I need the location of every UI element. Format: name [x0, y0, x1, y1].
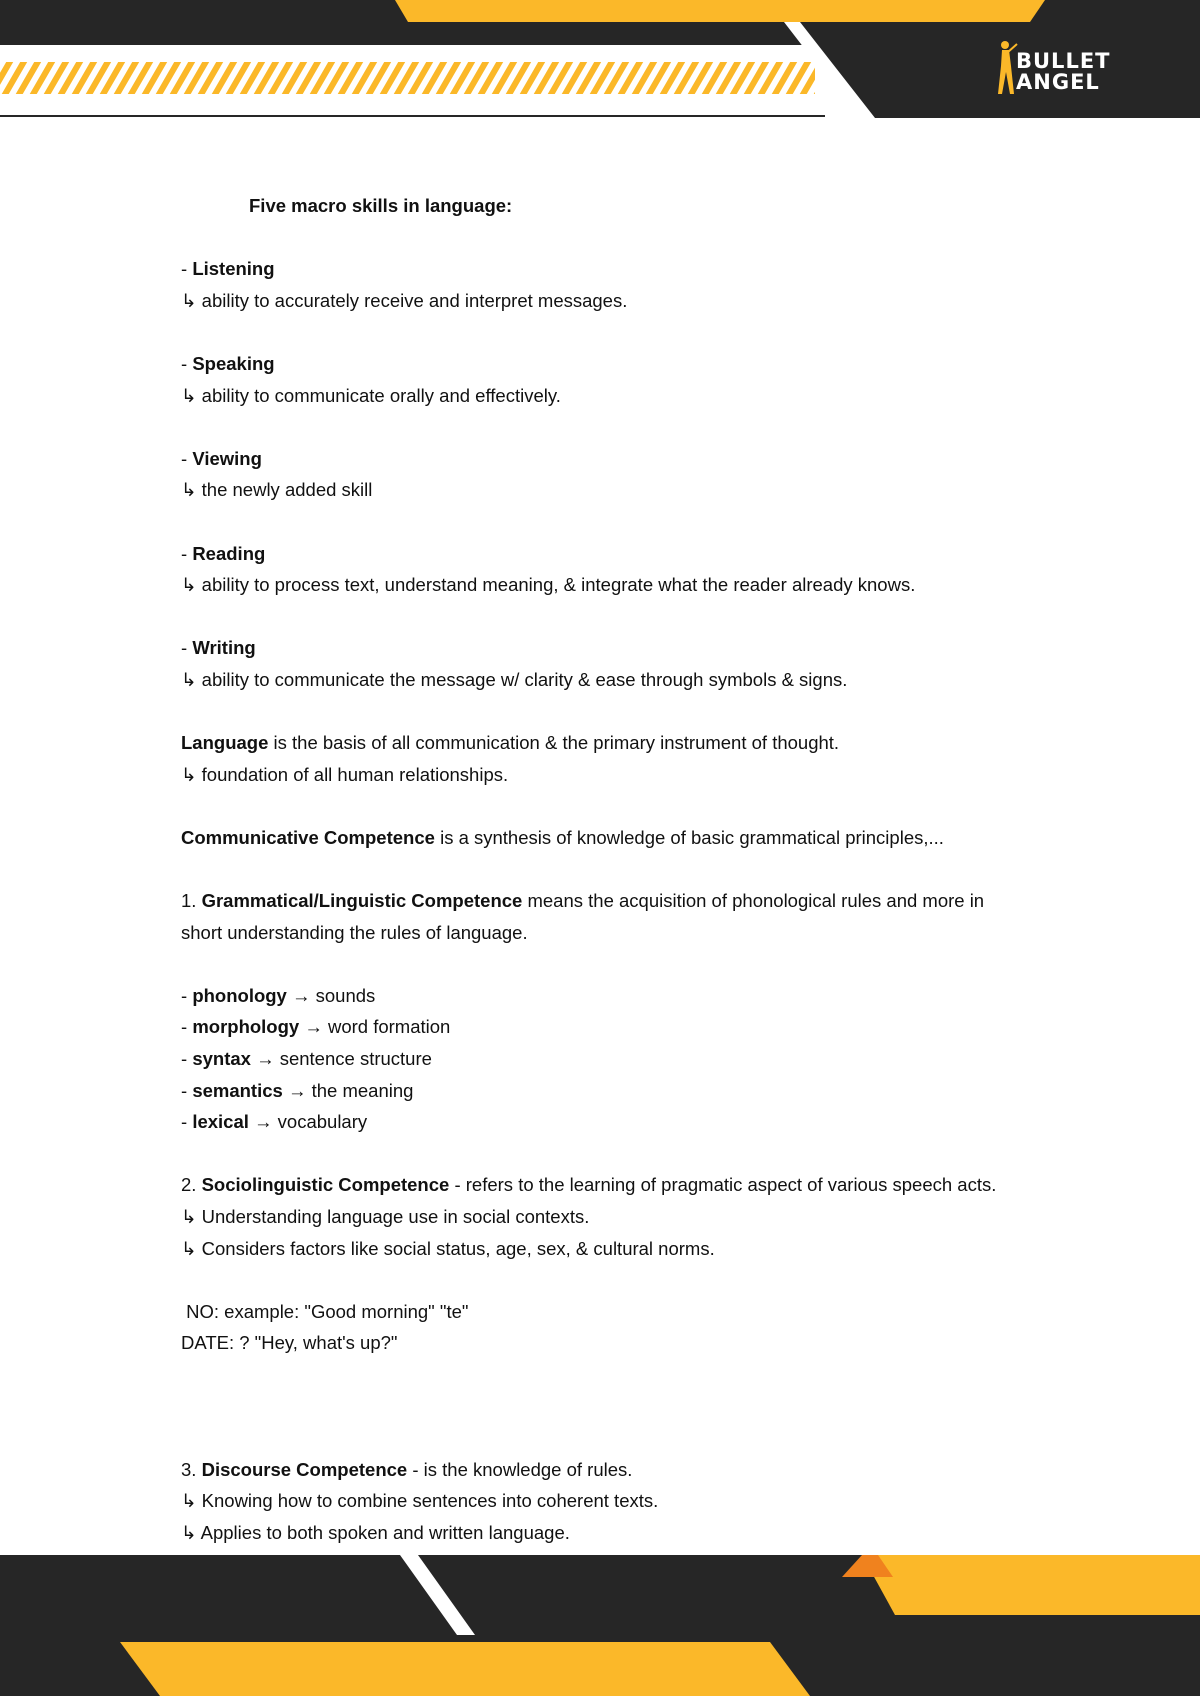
skill-heading-writing: - Writing — [181, 637, 256, 659]
skill-heading-reading: - Reading — [181, 542, 266, 564]
brand-logo — [994, 40, 1144, 100]
logo-word-2: ANGEL — [1016, 70, 1100, 94]
component-syntax: - syntax → sentence structure — [181, 1048, 432, 1070]
example-line: DATE: ? "Hey, what's up?" — [181, 1332, 398, 1354]
skill-desc-writing: ↳ ability to communicate the message w/ clarity & ease through symbols & signs. — [181, 668, 848, 690]
sub-arrow-icon: ↳ — [181, 1206, 197, 1227]
document-body — [181, 190, 1081, 1549]
sociolinguistic-competence-heading: 2. Sociolinguistic Competence - refers to the learning of pragmatic aspect of various speech acts. — [181, 1174, 997, 1196]
component-phonology: - phonology → sounds — [181, 984, 376, 1006]
example-line: NO: example: "Good morning" "te" — [181, 1300, 469, 1322]
skill-desc-listening: ↳ ability to accurately receive and interpret messages. — [181, 289, 628, 311]
language-definition: Language is the basis of all communication & the primary instrument of thought. — [181, 732, 840, 754]
discourse-note: ↳ Knowing how to combine sentences into coherent texts. — [181, 1490, 659, 1512]
sub-arrow-icon: ↳ — [181, 763, 197, 785]
skill-desc-speaking: ↳ ability to communicate orally and effectively. — [181, 384, 561, 406]
component-lexical: - lexical → vocabulary — [181, 1111, 368, 1133]
sub-arrow-icon: ↳ — [181, 1490, 197, 1512]
page-title: Five macro skills in language: — [249, 195, 513, 216]
sub-arrow-icon: ↳ — [181, 479, 197, 501]
discourse-note: ↳ Applies to both spoken and written language. — [181, 1521, 570, 1543]
communicative-competence-definition: Communicative Competence is a synthesis of knowledge of basic grammatical principles,... — [181, 826, 944, 848]
skill-desc-reading: ↳ ability to process text, understand meaning, & integrate what the reader already knows. — [181, 574, 916, 596]
grammatical-competence-continuation: short understanding the rules of language. — [181, 921, 528, 943]
logo-word-1: BULLET — [1016, 49, 1111, 73]
skill-heading-listening: - Listening — [181, 258, 275, 280]
angel-figure-icon — [994, 40, 1018, 96]
sub-arrow-icon: ↳ — [181, 668, 197, 690]
sociolinguistic-note: ↳ Considers factors like social status, age, sex, & cultural norms. — [181, 1237, 715, 1259]
sociolinguistic-note: ↳ Understanding language use in social contexts. — [181, 1206, 590, 1227]
footer-decoration — [0, 1555, 1200, 1696]
skill-desc-viewing: ↳ the newly added skill — [181, 479, 373, 501]
sub-arrow-icon: ↳ — [181, 1237, 197, 1259]
component-morphology: - morphology → word formation — [181, 1016, 451, 1038]
discourse-competence-heading: 3. Discourse Competence - is the knowledge of rules. — [181, 1458, 633, 1480]
sub-arrow-icon: ↳ — [181, 384, 197, 406]
component-semantics: - semantics → the meaning — [181, 1079, 414, 1101]
sub-arrow-icon: ↳ — [181, 289, 197, 311]
language-note: ↳ foundation of all human relationships. — [181, 763, 509, 785]
sub-arrow-icon: ↳ — [181, 1521, 197, 1543]
skill-heading-speaking: - Speaking — [181, 352, 275, 374]
grammatical-competence-heading: 1. Grammatical/Linguistic Competence means the acquisition of phonological rules and more in — [181, 890, 985, 912]
skill-heading-viewing: - Viewing — [181, 447, 262, 469]
sub-arrow-icon: ↳ — [181, 574, 197, 596]
